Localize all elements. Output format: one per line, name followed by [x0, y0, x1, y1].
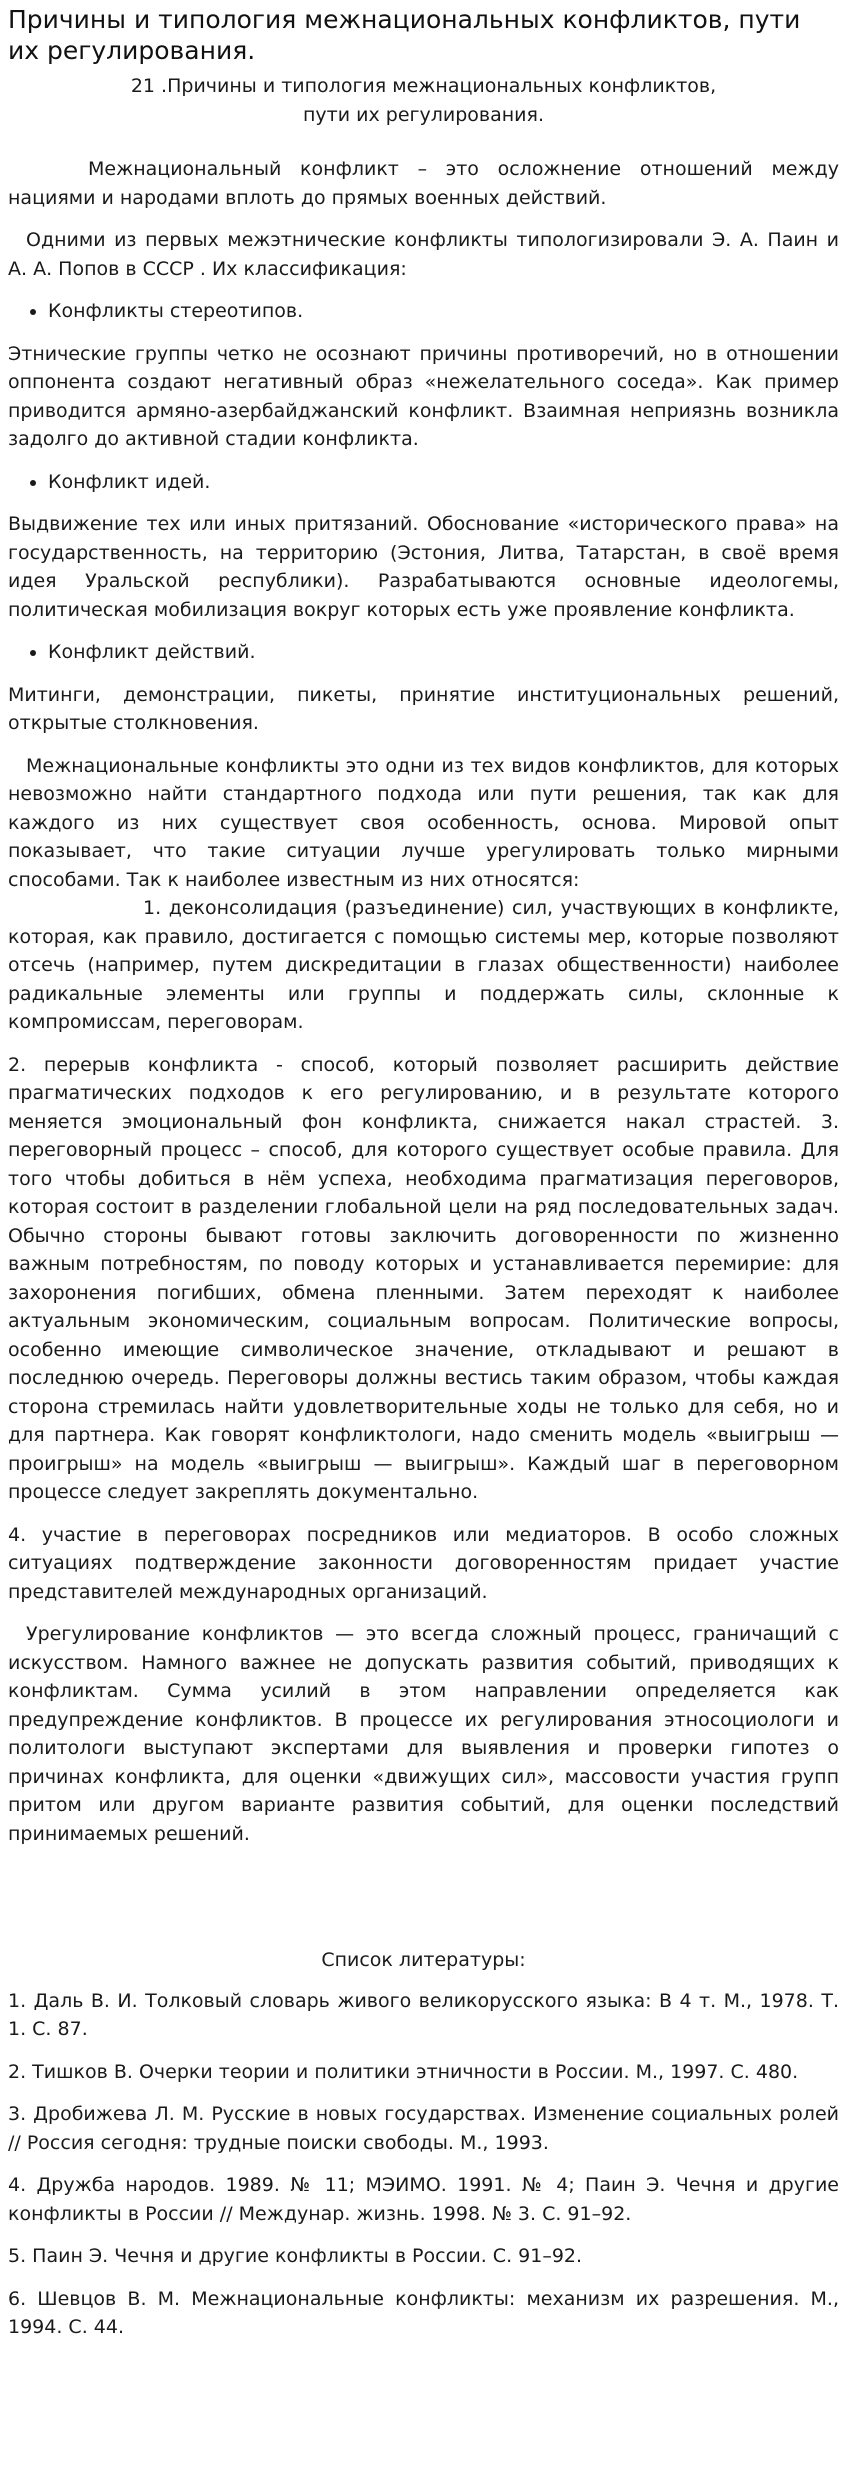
subtitle-line-2: пути их регулирования.	[303, 103, 544, 126]
literature-list	[8, 1987, 839, 2342]
literature-item: 5. Паин Э. Чечня и другие конфликты в России. С. 91–92.	[8, 2245, 583, 2267]
type1-text: Этнические группы четко не осознают причины противоречий, но в отношении оппонента создают негативный образ «нежелательного соседа». Как пример приводится армяно-азербайджанский конфликт. Взаимная неприязнь возникла задолго до активной стадии конфликта.	[8, 342, 839, 450]
literature-item: 4. Дружба народов. 1989. № 11; МЭИМО. 1991. № 4; Паин Э. Чечня и другие конфликты в России // Междунар. жизнь. 1998. № 3. С. 91–92.	[8, 2174, 839, 2225]
page-title: Причины и типология межнациональных конфликтов, пути их регулирования.	[8, 5, 801, 65]
type2-text: Выдвижение тех или иных притязаний. Обоснование «исторического права» на государственность, на территорию (Эстония, Литва, Татарстан, в своё время идея Уральской республики). Разрабатываются основные идеологемы, политическая мобилизация вокруг которых есть уже проявление конфликта.	[8, 513, 839, 621]
classification-intro: Одними из первых межэтнические конфликты типологизировали Э. А. Паин и А. А. Попов в СССР . Их классификация:	[8, 229, 839, 280]
ways-intro: Межнациональные конфликты это одни из тех видов конфликтов, для которых невозможно найти стандартного подхода или пути решения, так как для каждого из них существует своя особенность, основа. Мировой опыт показывает, что такие ситуации лучше урегулировать только мирными способами. Так к наиболее известным из них относятся:	[8, 754, 839, 891]
type3-text: Митинги, демонстрации, пикеты, принятие институциональных решений, открытые столкновения.	[8, 683, 839, 734]
method-2-3: 2. перерыв конфликта - способ, который позволяет расширить действие прагматических подходов к его регулированию, и в результате которого меняется эмоциональный фон конфликта, снижается накал страстей. 3. переговорный процесс – способ, для которого существует особые правила. Для того чтобы добиться в нём успеха, необходима прагматизация переговоров, которая состоит в разделении глобальной цели на ряд последовательных задач. Обычно стороны бывают готовы заключить договоренности по жизненно важным потребностям, по поводу которых и устанавливается перемирие: для захоронения погибших, обмена пленными. Затем переходят к наиболее актуальным экономическим, социальным вопросам. Политические вопросы, особенно имеющие символическое значение, откладывают и решают в последнюю очередь. Переговоры должны вестись таким образом, чтобы каждая сторона стремилась найти удовлетворительные ходы не только для себя, но и для партнера. Как говорят конфликтологи, надо сменить модель «выигрыш — проигрыш» на модель «выигрыш — выигрыш». Каждый шаг в переговорном процессе следует закреплять документально.	[8, 1053, 839, 1503]
type2-list	[8, 468, 839, 497]
type1-label: • Конфликты стереотипов.	[48, 297, 839, 326]
conclusion-paragraph: Урегулирование конфликтов — это всегда сложный процесс, граничащий с искусством. Намного важнее не допускать развития событий, приводящих к конфликтам. Сумма усилий в этом направлении определяется как предупреждение конфликтов. В процессе их регулирования этносоциологи и политологи выступают экспертами для выявления и проверки гипотез о причинах конфликта, для оценки «движущих сил», массовости участия групп притом или другом варианте развития событий, для оценки последствий принимаемых решений.	[8, 1623, 839, 1845]
type2-label: • Конфликт идей.	[48, 468, 839, 497]
type3-list	[8, 638, 839, 667]
type1-list	[8, 297, 839, 326]
method-4: 4. участие в переговорах посредников или медиаторов. В особо сложных ситуациях подтверждение законности договоренностям придает участие представителей международных организаций.	[8, 1523, 839, 1603]
literature-title: Список литературы:	[321, 1949, 526, 1971]
literature-item: 2. Тишков В. Очерки теории и политики этничности в России. М., 1997. С. 480.	[8, 2060, 799, 2083]
literature-item: 3. Дробижева Л. М. Русские в новых государствах. Изменение социальных ролей // Россия сегодня: трудные поиски свободы. М., 1993.	[8, 2103, 839, 2154]
literature-item: 6. Шевцов В. М. Межнациональные конфликты: механизм их разрешения. М., 1994. С. 44.	[8, 2287, 839, 2338]
type3-label: • Конфликт действий.	[48, 638, 839, 667]
spacer	[8, 1862, 839, 1946]
method-1: 1. деконсолидация (разъединение) сил, участвующих в конфликте, которая, как правило, достигается с помощью системы мер, которые позволяют отсечь (например, путем дискредитации в глазах общественности) наиболее радикальные элементы или группы и поддержать силы, склонные к компромиссам, переговорам.	[8, 897, 839, 1033]
spacer	[8, 129, 839, 155]
definition-paragraph: Межнациональный конфликт – это осложнение отношений между нациями и народами вплоть до прямых военных действий.	[8, 158, 839, 209]
literature-item: 1. Даль В. И. Толковый словарь живого великорусского языка: В 4 т. М., 1978. Т. 1. С. 87.	[8, 1989, 839, 2040]
subtitle-line-1: 21 .Причины и типология межнациональных конфликтов,	[130, 75, 717, 97]
